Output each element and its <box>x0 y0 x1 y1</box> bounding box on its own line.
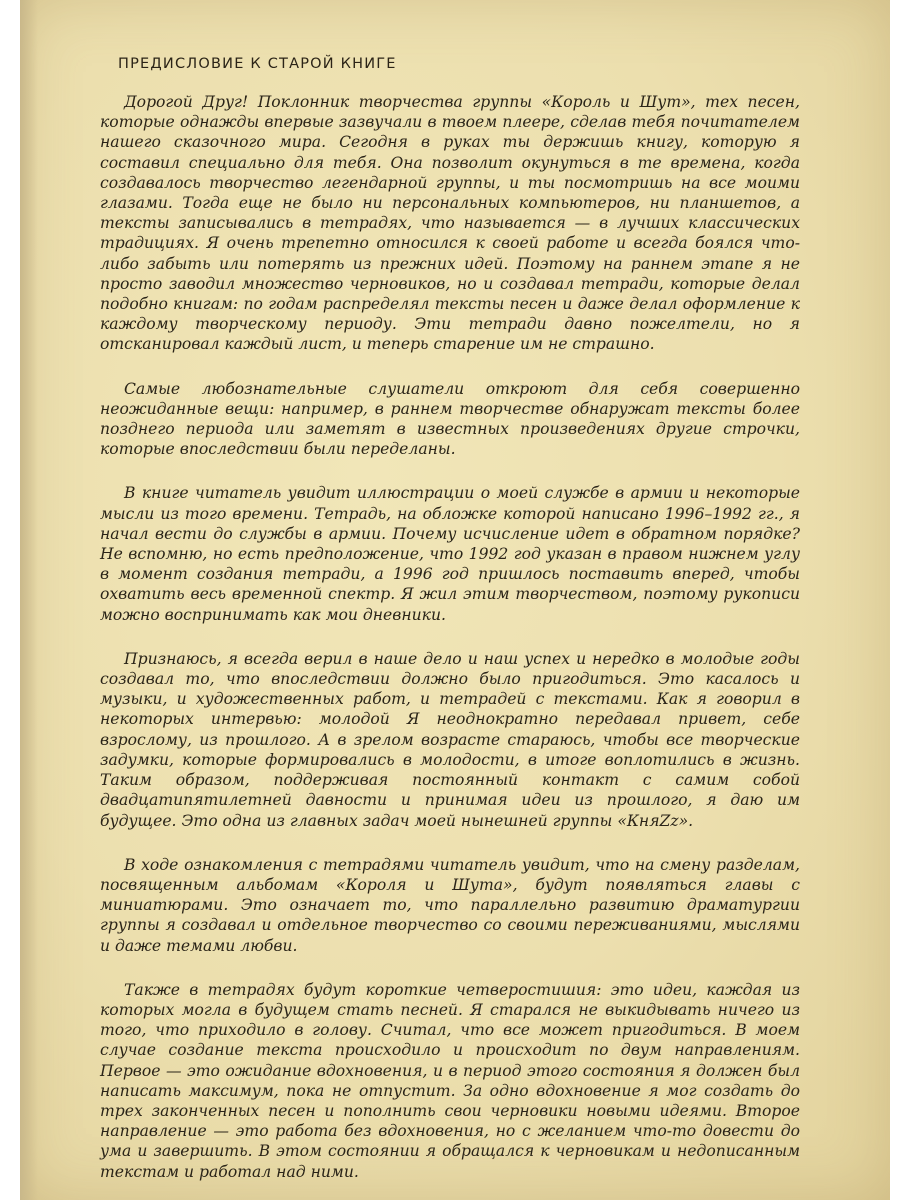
page-content <box>100 56 800 1200</box>
page-spine-shadow <box>20 0 38 1200</box>
paragraph-6: Также в тетрадях будут короткие четверостишия: это идеи, каждая из которых могла в будущем стать песней. Я старался не выкидывать ничего из того, что приходило в голову. Считал, что все может пригодиться. В моем случае создание текста происходило и происходит по двум направлениям. Первое — это ожидание вдохновения, и в период этого состояния я должен был написать максимум, пока не отпустит. За одно вдохновение я мог создать до трех законченных песен и пополнить свои черновики новыми идеями. Второе направление — это работа без вдохновения, но с желанием что-то довести до ума и завершить. В этом состоянии я обращался к черновикам и недописанным текстам и работал над ними. <box>100 980 800 1181</box>
paragraph-4: Признаюсь, я всегда верил в наше дело и наш успех и нередко в молодые годы создавал то, что впоследствии должно было пригодиться. Это касалось и музыки, и художественных работ, и тетрадей с текстами. Как я говорил в некоторых интервью: молодой Я неоднократно передавал привет, себе взрослому, из прошлого. А в зрелом возрасте стараюсь, чтобы все творческие задумки, которые формировались в молодости, в итоге воплотились в жизнь. Таким образом, поддерживая постоянный контакт с самим собой двадцатипятилетней давности и принимая идеи из прошлого, я даю им будущее. Это одна из главных задач моей нынешней группы «КняZz». <box>100 649 800 830</box>
paragraph-3: В книге читатель увидит иллюстрации о моей службе в армии и некоторые мысли из того времени. Тетрадь, на обложке которой написано 1996–1992 гг., я начал вести до службы в армии. Почему исчисление идет в обратном порядке? Не вспомню, но есть предположение, что 1992 год указан в правом нижнем углу в момент создания тетради, а 1996 год пришлось поставить вперед, чтобы охватить весь временной спектр. Я жил этим творчеством, поэтому рукописи можно воспринимать как мои дневники. <box>100 484 800 624</box>
page-title: ПРЕДИСЛОВИЕ К СТАРОЙ КНИГЕ <box>118 56 397 72</box>
paragraph-2: Самые любознательные слушатели откроют для себя совершенно неожиданные вещи: например, в раннем творчестве обнаружат тексты более позднего периода или заметят в известных произведениях другие строчки, которые впоследствии были переделаны. <box>100 379 800 459</box>
paragraph-5: В ходе ознакомления с тетрадями читатель увидит, что на смену разделам, посвященным альбомам «Короля и Шута», будут появляться главы с миниатюрами. Это означает то, что параллельно развитию драматургии группы я создавал и отдельное творчество со своими переживаниями, мыслями и даже темами любви. <box>100 855 800 955</box>
paragraph-1: Дорогой Друг! Поклонник творчества группы «Король и Шут», тех песен, которые однажды впервые зазвучали в твоем плеере, сделав тебя почитателем нашего сказочного мира. Сегодня в руках ты держишь книгу, которую я составил специально для тебя. Она позволит окунуться в те времена, когда создавалось творчество легендарной группы, и ты посмотришь на все моими глазами. Тогда еще не было ни персональных компьютеров, ни планшетов, а тексты записывались в тетрадях, что называется — в лучших классических традициях. Я очень трепетно относился к своей работе и всегда боялся что-либо забыть или потерять из прежних идей. Поэтому на раннем этапе я не просто заводил множество черновиков, но и создавал тетради, которые делал подобно книгам: по годам распределял тексты песен и даже делал оформление к каждому творческому периоду. Эти тетради давно пожелтели, но я отсканировал каждый лист, и теперь старение им не страшно. <box>100 93 800 354</box>
book-page <box>20 0 890 1200</box>
